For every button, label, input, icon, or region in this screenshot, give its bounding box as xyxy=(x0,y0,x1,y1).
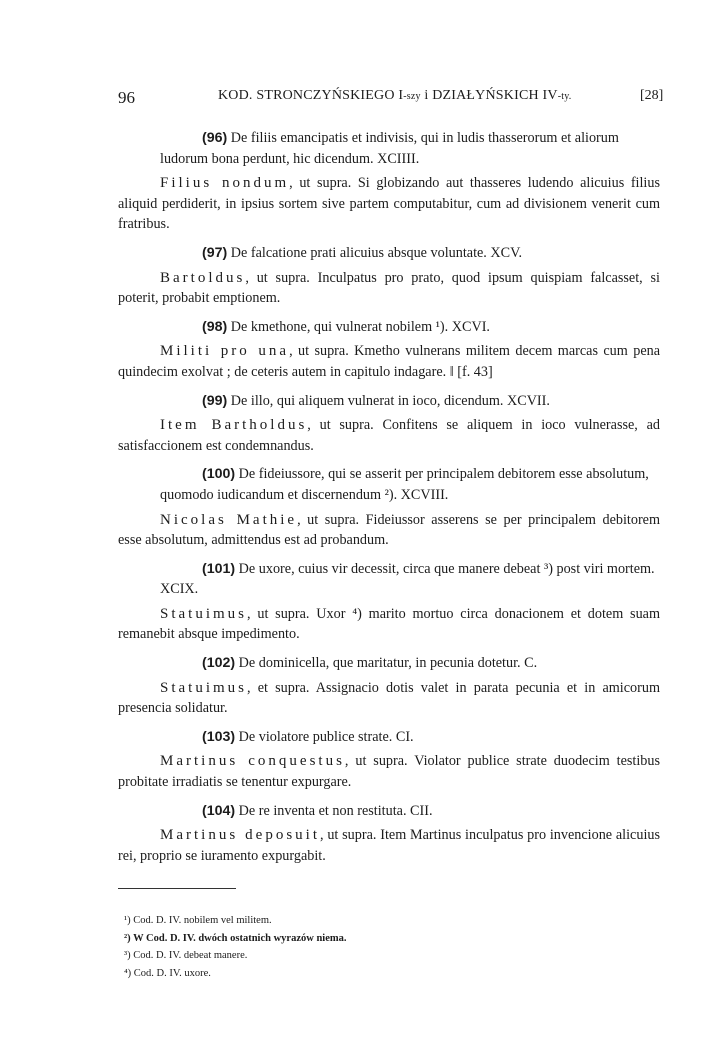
section-body xyxy=(118,415,660,456)
section-text: , ut supra. Si globizando aut thasseres ludendo alicuius filius aliquid perdiderit, in ipsius sortem sive partem computabitur, cum ad divisionem venerit cum fratribus. xyxy=(118,175,660,233)
section-title: De illo, qui aliquem vulnerat in ioco, dicendum. XCVII. xyxy=(227,392,550,409)
incipit: Militi pro una xyxy=(160,343,290,360)
incipit: Statuimus xyxy=(160,605,248,622)
section-text: , ut supra. Kmetho vulnerans militem decem marcas cum pena quindecim exolvat ; de ceteris autem in capitulo indagare. ‖ [f. 43] xyxy=(118,343,661,380)
main-text xyxy=(118,128,660,874)
running-title-sup1: -szy xyxy=(403,91,421,102)
section-heading xyxy=(118,653,660,674)
incipit: Martinus conquestus xyxy=(160,753,345,770)
incipit: Martinus deposuit xyxy=(160,827,320,844)
section-text: , ut supra. Violator publice strate duodecim testibus probitate irradiatis se tenentur expurgare. xyxy=(118,753,660,791)
section-text: , ut supra. Item Martinus inculpatus pro invencione alicuius rei, proprio se iuramento expurgabit. xyxy=(118,827,661,864)
section-text: , ut supra. Inculpatus pro prato, quod ipsum quispiam falcasset, si poterit, probabit emptionem. xyxy=(118,269,660,307)
incipit: Statuimus xyxy=(160,679,248,696)
footnote: ⁴) Cod. D. IV. uxore. xyxy=(124,967,211,979)
section-heading xyxy=(118,128,660,169)
section-heading xyxy=(118,801,660,822)
section-heading xyxy=(118,243,660,264)
footnote: ³) Cod. D. IV. debeat manere. xyxy=(124,950,248,961)
section-body xyxy=(118,751,660,792)
section-heading xyxy=(118,464,660,505)
section-number: (100) xyxy=(202,466,236,483)
section-heading xyxy=(118,727,660,748)
section-title: De filiis emancipatis et indivisis, qui in ludis thasserorum et aliorum ludorum bona perdunt, hic dicendum. XCIIII. xyxy=(160,130,619,167)
section-number: (98) xyxy=(202,318,228,335)
section-body xyxy=(118,341,660,382)
section-number: (97) xyxy=(202,244,228,261)
incipit: Filius nondum xyxy=(160,175,290,192)
section-heading xyxy=(118,559,660,600)
section-title: De re inventa et non restituta. CII. xyxy=(235,802,433,819)
section-body xyxy=(118,510,660,551)
incipit: Nicolas Mathie xyxy=(160,511,298,528)
footnote: ²) W Cod. D. IV. dwóch ostatnich wyrazów niema. xyxy=(124,932,347,944)
section-heading xyxy=(118,391,660,412)
running-title-part2: i DZIAŁYŃSKICH IV xyxy=(420,88,558,103)
section-number: (103) xyxy=(202,728,236,745)
incipit: Item Bartholdus xyxy=(160,417,308,434)
section-number: (101) xyxy=(202,560,236,577)
section-title: De dominicella, que maritatur, in pecunia dotetur. C. xyxy=(235,655,538,672)
section-text: , ut supra. Confitens se aliquem in ioco vulnerasse, ad satisfaccionem est condemnandus. xyxy=(118,417,660,454)
footnotes xyxy=(124,912,347,982)
section-number: (104) xyxy=(202,802,236,819)
section-heading xyxy=(118,317,660,338)
section-title: De falcatione prati alicuius absque voluntate. XCV. xyxy=(227,244,523,261)
incipit: Bartoldus xyxy=(160,269,246,286)
section-number: (96) xyxy=(202,130,228,146)
section-text: , ut supra. Fideiussor asserens se per principalem debitorem esse absolutum, admittendus est ad probandum. xyxy=(118,511,660,549)
section-number: (102) xyxy=(202,655,236,672)
section-body xyxy=(118,678,660,719)
footnote: ¹) Cod. D. IV. nobilem vel militem. xyxy=(124,915,272,926)
footnote-divider xyxy=(118,888,236,889)
section-body xyxy=(118,825,660,866)
section-text: , et supra. Assignacio dotis valet in parata pecunia et in amicorum presencia solidatur. xyxy=(118,679,660,717)
section-title: De kmethone, qui vulnerat nobilem ¹). XCVI. xyxy=(227,318,490,335)
section-body xyxy=(118,173,660,235)
section-body xyxy=(118,604,660,645)
page-number: 96 xyxy=(118,88,135,107)
section-body xyxy=(118,268,660,309)
section-title: De fideiussore, qui se asserit per principalem debitorem esse absolutum, quomodo iudicandum et discernendum ²). XCVIII. xyxy=(160,466,649,503)
running-title-sup2: -ty. xyxy=(557,91,572,102)
section-title: De uxore, cuius vir decessit, circa que manere debeat ³) post viri mortem. XCIX. xyxy=(160,560,655,598)
running-title-part1: KOD. STRONCZYŃSKIEGO I xyxy=(218,88,404,103)
running-title xyxy=(218,88,571,104)
section-number: (99) xyxy=(202,392,228,409)
section-title: De violatore publice strate. CI. xyxy=(235,728,414,745)
folio-marker: [28] xyxy=(640,88,664,103)
section-text: , ut supra. Uxor ⁴) marito mortuo circa donacionem et dotem suam remanebit absque impedimento. xyxy=(118,605,660,643)
